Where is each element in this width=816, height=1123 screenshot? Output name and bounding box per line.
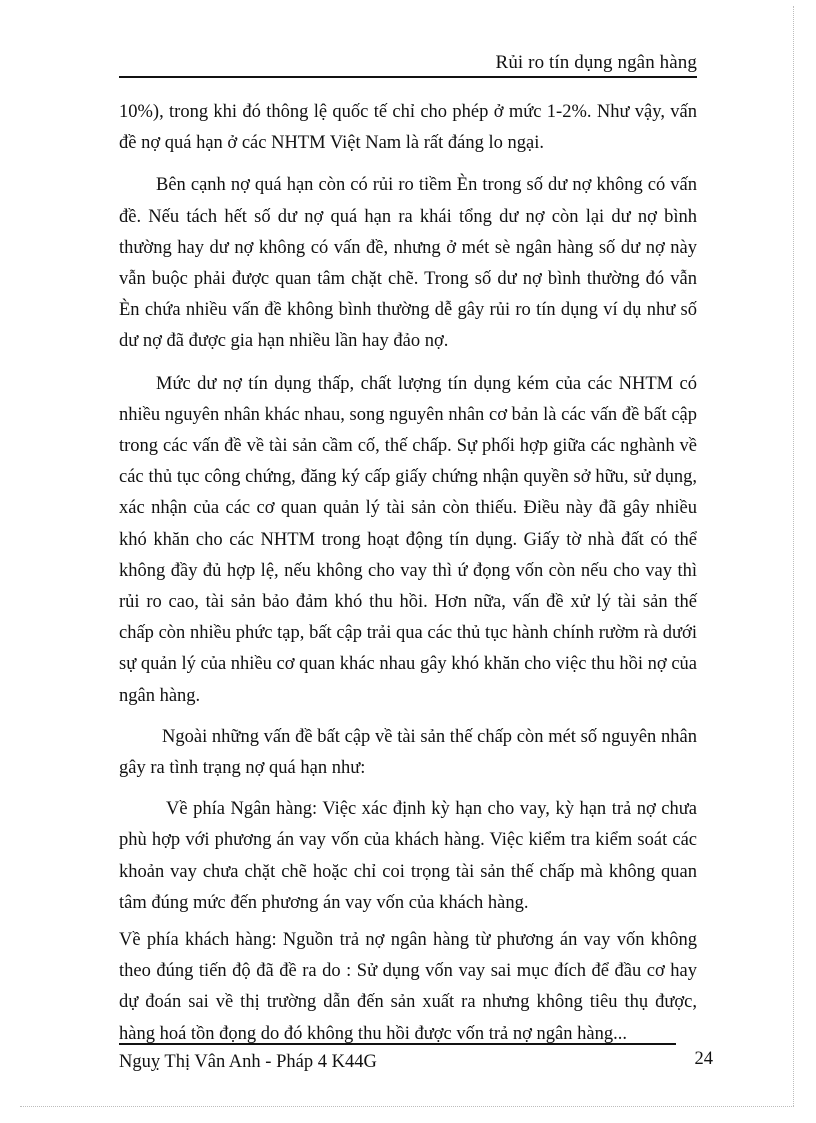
paragraph-other-causes: Ngoài những vấn đề bất cập về tài sản thế chấp còn mét số nguyên nhân gây ra tình trạng nợ quá hạn như: xyxy=(119,726,697,779)
header-divider xyxy=(119,76,697,78)
body-text xyxy=(119,97,697,1050)
paragraph-continuation: 10%), trong khi đó thông lệ quốc tế chỉ cho phép ở mức 1-2%. Như vậy, vấn đề nợ quá hạn ở các NHTM Việt Nam là rất đáng lo ngại. xyxy=(119,102,697,154)
paragraph-bank-side: Về phía Ngân hàng: Việc xác định kỳ hạn cho vay, kỳ hạn trả nợ chưa phù hợp với phương án vay vốn của khách hàng. Việc kiểm tra kiểm soát các khoản vay chưa chặt chẽ hoặc chỉ coi trọng tài sản thế chấp mà không quan tâm đúng mức đến phương án vay vốn của khách hàng. xyxy=(119,799,697,913)
paragraph-customer-side: Về phía khách hàng: Nguồn trả nợ ngân hàng từ phương án vay vốn không theo đúng tiến độ đã đề ra do : Sử dụng vốn vay sai mục đích để đầu cơ hay dự đoán sai về thị trường dẫn đến sản xuất ra nhưng không tiêu thụ được, hàng hoá tồn đọng do đó không thu hồi được vốn trả nợ ngân hàng... xyxy=(119,930,697,1044)
paragraph-collateral-issues: Mức dư nợ tín dụng thấp, chất lượng tín dụng kém của các NHTM có nhiều nguyên nhân khác nhau, song nguyên nhân cơ bản là các vấn đề bất cập trong các vấn đề về tài sản cầm cố, thế chấp. Sự phối hợp giữa các nghành về các thủ tục công chứng, đăng ký cấp giấy chứng nhận quyền sở hữu, sử dụng, xác nhận của các cơ quan quản lý tài sản còn thiếu. Điều này đã gây nhiều khó khăn cho các NHTM trong hoạt động tín dụng. Giấy tờ nhà đất có thể không đầy đủ hợp lệ, nếu không cho vay thì ứ đọng vốn còn nếu cho vay thì rủi ro cao, tài sản bảo đảm khó thu hồi. Hơn nữa, vấn đề xử lý tài sản thế chấp còn nhiều phức tạp, bất cập trải qua các thủ tục hành chính rườm rà dưới sự quản lý của nhiều cơ quan khác nhau gây khó khăn cho việc thu hồi nợ của ngân hàng. xyxy=(119,373,697,706)
running-header-title: Rủi ro tín dụng ngân hàng xyxy=(495,52,697,73)
paragraph-latent-risk: Bên cạnh nợ quá hạn còn có rủi ro tiềm Èn trong số dư nợ không có vấn đề. Nếu tách hết số dư nợ quá hạn ra khái tổng dư nợ còn lại dư nợ bình thường hay dư nợ không có vấn đề, nhưng ở mét sè ngân hàng số dư nợ này vẫn buộc phải được quan tâm chặt chẽ. Trong số dư nợ bình thường đó vẫn Èn chứa nhiều vấn đề không bình thường dễ gây rủi ro tín dụng ví dụ như số dư nợ đã được gia hạn nhiều lần hay đảo nợ. xyxy=(119,175,697,352)
footer-author: Nguỵ Thị Vân Anh - Pháp 4 K44G xyxy=(119,1052,377,1072)
footer-divider xyxy=(119,1043,676,1045)
page-edge-bottom xyxy=(20,1106,794,1107)
page-number: 24 xyxy=(694,1049,713,1069)
page-edge-right xyxy=(793,6,794,1106)
